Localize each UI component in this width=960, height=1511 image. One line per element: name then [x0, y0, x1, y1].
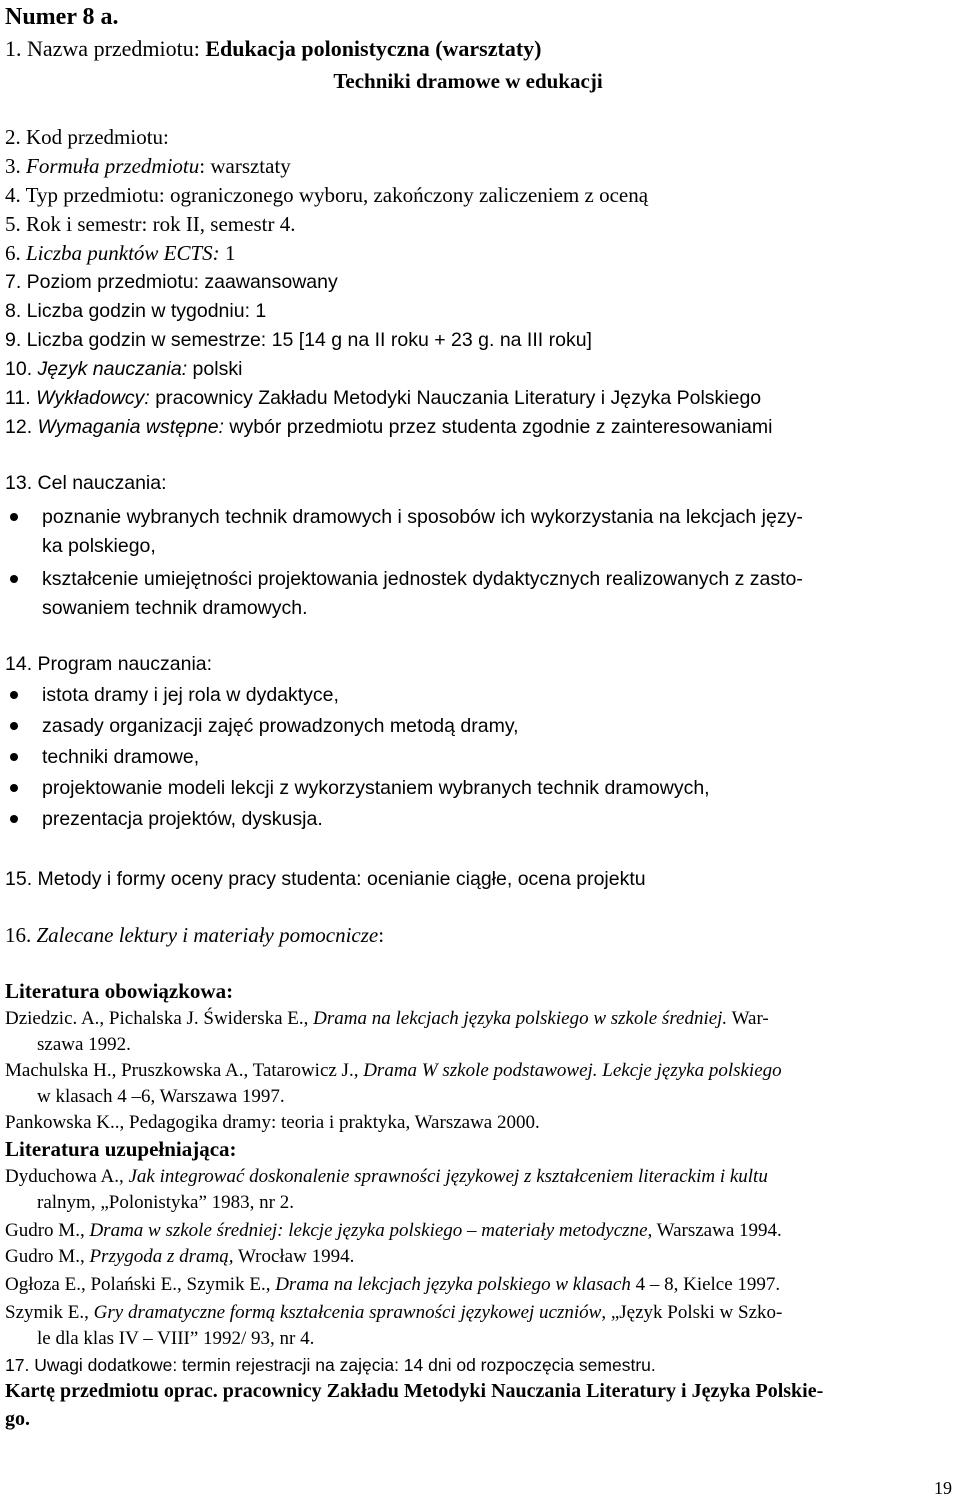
item-12-label: Wymagania wstępne:: [37, 416, 224, 438]
item-10: [5, 356, 242, 382]
ref-place: Wrocław 1994.: [233, 1246, 355, 1267]
ref-title: Jak integrować doskonalenie sprawności językowej z kształceniem literackim i kultu: [123, 1166, 768, 1187]
ref-authors: Machulska H., Pruszkowska A., Tatarowicz J.,: [5, 1060, 359, 1081]
item-11-value: pracownicy Zakładu Metodyki Nauczania Literatury i Języka Polskiego: [149, 387, 762, 409]
author-note-line-1: Kartę przedmiotu oprac. pracownicy Zakładu Metodyki Nauczania Literatury i Języka Polskie-: [5, 1380, 824, 1402]
required-ref-1: [5, 1006, 769, 1032]
item-1: [5, 36, 541, 62]
item-14-bullet-2: zasady organizacji zajęć prowadzonych metodą dramy,: [42, 715, 519, 737]
ref-authors: Szymik E.,: [5, 1302, 89, 1323]
item-16-value: :: [378, 923, 385, 947]
item-12-value: wybór przedmiotu przez studenta zgodnie z zainteresowaniami: [223, 416, 773, 438]
page-number: 19: [934, 1478, 952, 1498]
item-3: [5, 153, 291, 179]
required-literature-heading: Literatura obowiązkowa:: [5, 979, 234, 1003]
item-8: 8. Liczba godzin w tygodniu: 1: [5, 300, 267, 322]
required-ref-1-line-2: szawa 1992.: [37, 1034, 131, 1055]
ref-title: Drama na lekcjach języka polskiego w klasach: [270, 1274, 631, 1295]
item-13-bullet-1-line-1: poznanie wybranych technik dramowych i sposobów ich wykorzystania na lekcjach języ-: [42, 506, 803, 528]
bullet-icon: [10, 513, 18, 521]
item-13-bullet-1-line-2: ka polskiego,: [42, 535, 156, 557]
item-3-label: Formuła przedmiotu: [26, 154, 200, 178]
required-ref-3: Pankowska K.., Pedagogika dramy: teoria i praktyka, Warszawa 2000.: [5, 1112, 540, 1133]
supp-ref-3: [5, 1244, 354, 1270]
bullet-icon: [10, 784, 18, 792]
bullet-icon: [10, 722, 18, 730]
supplementary-literature-heading: Literatura uzupełniająca:: [5, 1137, 237, 1161]
ref-place: Warszawa 1994.: [652, 1220, 782, 1241]
item-13-bullet-2-line-1: kształcenie umiejętności projektowania jednostek dydaktycznych realizowanych z zasto-: [42, 568, 803, 590]
item-14-bullet-5: prezentacja projektów, dyskusja.: [42, 808, 323, 830]
item-3-number: 3.: [5, 154, 26, 178]
item-2: 2. Kod przedmiotu:: [5, 125, 169, 149]
item-17: 17. Uwagi dodatkowe: termin rejestracji na zajęcia: 14 dni od rozpoczęcia semestru.: [5, 1355, 656, 1375]
item-6: [5, 240, 235, 266]
ref-place: 4 – 8, Kielce 1997.: [630, 1274, 781, 1295]
item-11-label: Wykładowcy:: [36, 387, 150, 409]
ref-authors: Ogłoza E., Polański E., Szymik E.,: [5, 1274, 271, 1295]
supp-ref-4: [5, 1272, 780, 1298]
item-10-label: Język nauczania:: [37, 358, 188, 380]
item-12-number: 12.: [5, 416, 38, 438]
item-4: 4. Typ przedmiotu: ograniczonego wyboru, zakończony zaliczeniem z oceną: [5, 183, 649, 207]
item-15: 15. Metody i formy oceny pracy studenta: ocenianie ciągłe, ocena projektu: [5, 868, 646, 890]
ref-title: Drama W szkole podstawowej. Lekcje języka polskiego: [358, 1060, 782, 1081]
item-14-bullet-3: techniki dramowe,: [42, 746, 200, 768]
item-6-value: 1: [219, 241, 236, 265]
item-14-bullet-4: projektowanie modeli lekcji z wykorzystaniem wybranych technik dramowych,: [42, 777, 710, 799]
required-ref-2: [5, 1058, 782, 1084]
supp-ref-5: [5, 1300, 782, 1326]
document-number: Numer 8 a.: [5, 4, 119, 30]
item-9: 9. Liczba godzin w semestrze: 15 [14 g na II roku + 23 g. na III roku]: [5, 329, 592, 351]
ref-title: Gry dramatyczne formą kształcenia sprawności językowej uczniów: [88, 1302, 602, 1323]
course-subtitle: Techniki dramowe w edukacji: [333, 69, 603, 93]
bullet-icon: [10, 815, 18, 823]
ref-journal: , „Język Polski w Szko-: [601, 1302, 783, 1323]
required-ref-2-line-2: w klasach 4 –6, Warszawa 1997.: [37, 1086, 285, 1107]
item-16: [5, 922, 384, 948]
item-1-label: 1. Nazwa przedmiotu:: [5, 36, 206, 61]
bullet-icon: [10, 575, 18, 583]
item-13-bullet-2-line-2: sowaniem technik dramowych.: [42, 597, 308, 619]
author-note-line-2: go.: [5, 1408, 30, 1430]
item-16-number: 16.: [5, 923, 37, 947]
item-11-number: 11.: [5, 387, 37, 409]
item-14-heading: 14. Program nauczania:: [5, 653, 213, 675]
course-name: Edukacja polonistyczna (warsztaty): [205, 36, 542, 61]
ref-title: Przygoda z dramą,: [84, 1246, 234, 1267]
item-6-number: 6.: [5, 241, 26, 265]
ref-authors: Dziedzic. A., Pichalska J. Świderska E.,: [5, 1008, 309, 1029]
item-12: [5, 414, 772, 440]
supp-ref-1: [5, 1164, 768, 1190]
supp-ref-1-line-2: ralnym, „Polonistyka” 1983, nr 2.: [37, 1192, 294, 1213]
item-14-bullet-1: istota dramy i jej rola w dydaktyce,: [42, 684, 339, 706]
item-16-label: Zalecane lektury i materiały pomocnicze: [36, 923, 379, 947]
item-6-label: Liczba punktów ECTS:: [26, 241, 220, 265]
supp-ref-5-line-2: le dla klas IV – VIII” 1992/ 93, nr 4.: [37, 1328, 315, 1349]
supp-ref-2: [5, 1218, 782, 1244]
ref-title: Drama w szkole średniej: lekcje języka polskiego – materiały metodyczne,: [84, 1220, 653, 1241]
ref-title: Drama na lekcjach języka polskiego w szkole średniej.: [308, 1008, 728, 1029]
bullet-icon: [10, 753, 18, 761]
ref-authors: Gudro M.,: [5, 1220, 85, 1241]
item-7: 7. Poziom przedmiotu: zaawansowany: [5, 271, 338, 293]
ref-authors: Gudro M.,: [5, 1246, 85, 1267]
item-5: 5. Rok i semestr: rok II, semestr 4.: [5, 212, 296, 236]
bullet-icon: [10, 691, 18, 699]
ref-place: War-: [727, 1008, 769, 1029]
item-11: [5, 385, 761, 411]
item-13-heading: 13. Cel nauczania:: [5, 472, 167, 494]
item-10-number: 10.: [5, 358, 38, 380]
ref-authors: Dyduchowa A.,: [5, 1166, 124, 1187]
item-3-value: : warsztaty: [199, 154, 291, 178]
item-10-value: polski: [187, 358, 243, 380]
